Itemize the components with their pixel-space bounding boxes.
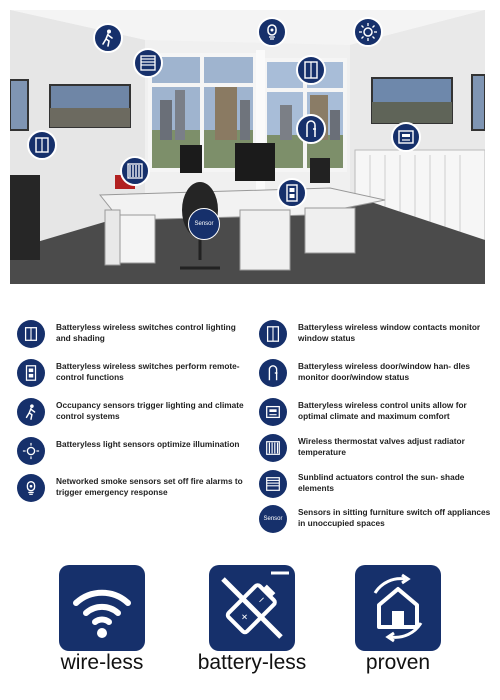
proven-label: proven [365,651,431,674]
sunblind-actuator-icon [259,470,287,498]
legend-text: Batteryless wireless door/window han- dles monitor door/window status [298,361,470,382]
sunblind-actuator-badge[interactable] [133,48,163,78]
legend-text: Batteryless wireless control units allow for optimal climate and maximum comfort [298,400,467,421]
sensor-chair-label: Sensor [194,221,214,227]
thermostat-icon [125,161,145,181]
door-handle-badge[interactable] [296,114,326,144]
remote-switch-icon [17,359,45,387]
legend-text: Occupancy sensors trigger lighting and climate control systems [56,400,244,421]
switch-icon [17,320,45,348]
switch-badge[interactable] [27,130,57,160]
thermostat-badge[interactable] [120,156,150,186]
door-handle-icon [301,119,321,139]
window-contact-icon [259,320,287,348]
occupancy-sensor-icon [98,28,118,48]
legend-text: Batteryless wireless window contacts monitor window status [298,322,481,343]
no-battery-icon [209,565,295,651]
sensor-chair-badge[interactable] [188,208,220,240]
remote-switch-icon [282,183,302,203]
svg-text:+: + [237,609,253,625]
house-cycle-icon [355,565,441,651]
window-contact-badge[interactable] [296,55,326,85]
thermostat-icon [259,434,287,462]
svg-text:−: − [254,592,269,608]
legend-text: Sunblind actuators control the sun- shade elements [298,472,465,493]
legend-text: Batteryless light sensors optimize illumination [56,439,240,449]
office-scene [10,10,485,284]
control-unit-icon [396,127,416,147]
control-unit-icon [259,398,287,426]
smoke-sensor-badge[interactable] [257,17,287,47]
batteryless-feature-icon [209,565,295,651]
sensor-chair-icon [259,505,287,533]
legend-text: Batteryless wireless switches perform remote-control functions [56,361,240,382]
light-sensor-icon [17,437,45,465]
light-sensor-icon [358,22,378,42]
legend-text: Sensors in sitting furniture switch off appliances in unoccupied spaces [298,507,491,528]
wireless-feature-icon [59,565,145,651]
smoke-sensor-icon [262,22,282,42]
light-sensor-badge[interactable] [353,17,383,47]
wifi-icon [59,565,145,651]
proven-feature-icon [355,565,441,651]
smoke-sensor-icon [17,474,45,502]
legend-text: Batteryless wireless switches control lighting and shading [56,322,236,343]
door-handle-icon [259,359,287,387]
remote-switch-badge[interactable] [277,178,307,208]
sunblind-actuator-icon [138,53,158,73]
occupancy-sensor-badge[interactable] [93,23,123,53]
legend-text: Wireless thermostat valves adjust radiator temperature [298,436,465,457]
wireless-label: wire-less [60,651,144,674]
sensor-chair-icon-label: Sensor [263,516,283,522]
occupancy-sensor-icon [17,398,45,426]
window-contact-icon [301,60,321,80]
control-unit-badge[interactable] [391,122,421,152]
switch-icon [32,135,52,155]
legend-text: Networked smoke sensors set off fire alarms to trigger emergency response [56,476,243,497]
batteryless-label: battery-less [197,651,307,674]
